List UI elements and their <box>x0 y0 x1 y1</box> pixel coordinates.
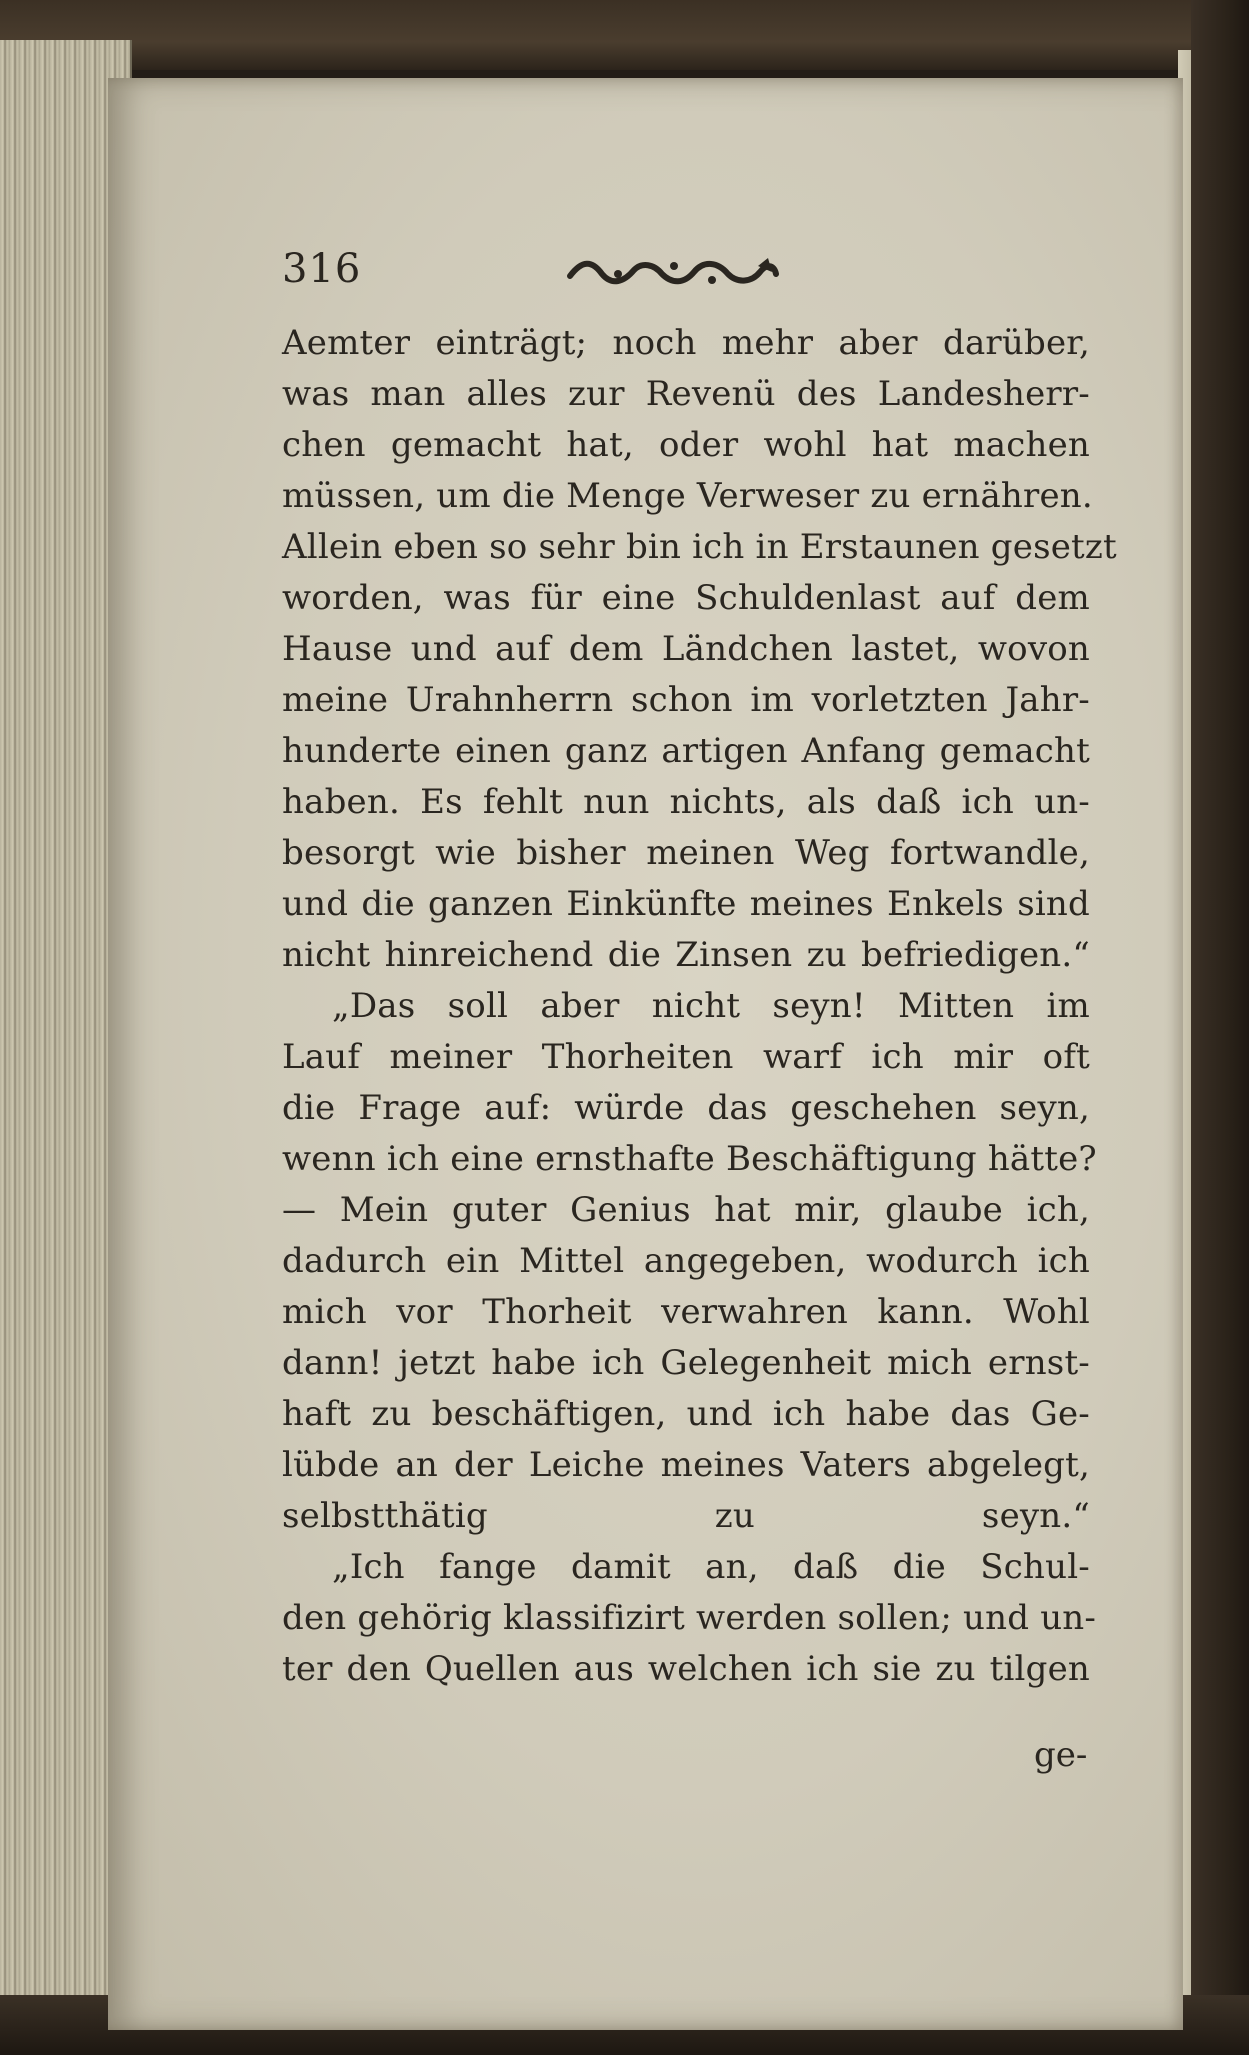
text-line: müssen, um die Menge Verweser zu ernähren. <box>282 476 1093 516</box>
page-header <box>282 246 802 298</box>
text-line: nicht hinreichend die Zinsen zu befriedigen.“ <box>282 935 1090 975</box>
text-line: — Mein guter Genius hat mir, glaube ich, <box>282 1190 1090 1230</box>
text-line: ter den Quellen aus welchen ich sie zu tilgen <box>282 1649 1090 1689</box>
book-cover-right <box>1191 0 1249 2055</box>
text-line: lübde an der Leiche meines Vaters abgelegt, <box>282 1445 1090 1485</box>
text-line: die Frage auf: würde das geschehen seyn, <box>282 1088 1090 1128</box>
header-ornament-icon <box>562 252 782 292</box>
text-line: mich vor Thorheit verwahren kann. Wohl <box>282 1292 1090 1332</box>
text-line: was man alles zur Revenü des Landesherr- <box>282 374 1090 414</box>
text-line: Aemter einträgt; noch mehr aber darüber, <box>282 323 1090 363</box>
text-line: dadurch ein Mittel angegeben, wodurch ich <box>282 1241 1090 1281</box>
text-line: haben. Es fehlt nun nichts, als daß ich un- <box>282 782 1090 822</box>
text-line: Lauf meiner Thorheiten warf ich mir oft <box>282 1037 1090 1077</box>
book-cover-top <box>0 0 1249 70</box>
text-line: hunderte einen ganz artigen Anfang gemacht <box>282 731 1090 771</box>
catchword: ge- <box>1034 1735 1088 1775</box>
text-line: besorgt wie bisher meinen Weg fortwandle, <box>282 833 1090 873</box>
text-line: Hause und auf dem Ländchen lastet, wovon <box>282 629 1090 669</box>
text-line: chen gemacht hat, oder wohl hat machen <box>282 425 1090 465</box>
page-number: 316 <box>282 246 362 292</box>
text-line: den gehörig klassifizirt werden sollen; und un- <box>282 1598 1097 1638</box>
text-line: „Das soll aber nicht seyn! Mitten im <box>332 986 1090 1026</box>
text-line: Allein eben so sehr bin ich in Erstaunen gesetzt <box>282 527 1117 567</box>
text-line: worden, was für eine Schuldenlast auf dem <box>282 578 1090 618</box>
text-line: dann! jetzt habe ich Gelegenheit mich ernst- <box>282 1343 1090 1383</box>
text-line: selbstthätig zu seyn.“ <box>282 1496 1090 1536</box>
text-line: meine Urahnherrn schon im vorletzten Jahr- <box>282 680 1090 720</box>
text-line: und die ganzen Einkünfte meines Enkels sind <box>282 884 1090 924</box>
text-line: wenn ich eine ernsthafte Beschäftigung hätte? <box>282 1139 1097 1179</box>
text-line: haft zu beschäftigen, und ich habe das Ge- <box>282 1394 1090 1434</box>
text-line: „Ich fange damit an, daß die Schul- <box>332 1547 1090 1587</box>
